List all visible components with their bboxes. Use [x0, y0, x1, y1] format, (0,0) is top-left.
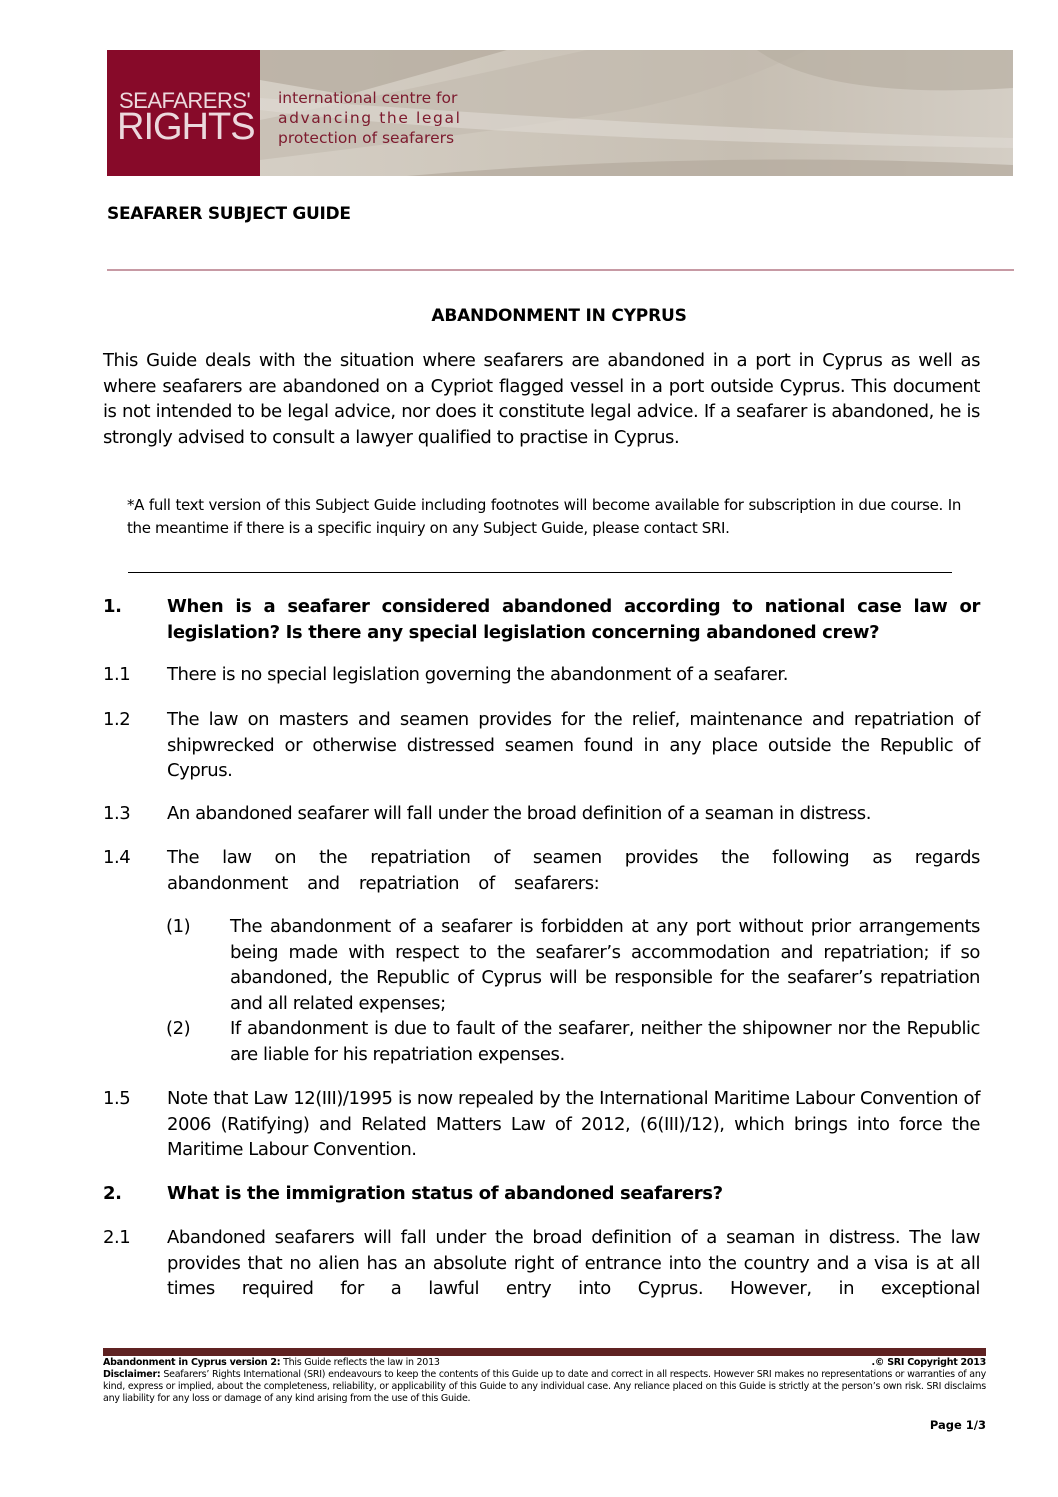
version-label: Abandonment in Cyprus version 2: — [103, 1357, 281, 1368]
section-heading-text: When is a seafarer considered abandoned according to national case law or legislation? Is there any special legislation concerning abandoned crew? — [167, 596, 980, 643]
item-number: 1.1 — [103, 664, 131, 685]
tagline — [278, 88, 462, 148]
section-divider — [128, 572, 952, 573]
sub-item-text: If abandonment is due to fault of the seafarer, neither the shipowner nor the Republic are liable for his repatriation expenses. — [230, 1018, 980, 1065]
page-number: Page 1/3 — [929, 1418, 986, 1432]
item-text: Note that Law 12(III)/1995 is now repealed by the International Maritime Labour Convention of 2006 (Ratifying) and Related Matters Law of 2012, (6(III)/12), which brings into force the Maritime Labour Convention. — [167, 1088, 980, 1160]
header-banner — [107, 50, 1013, 176]
sub-item-number: (1) — [166, 916, 191, 937]
list-item — [103, 1225, 980, 1302]
section-heading — [103, 1181, 980, 1207]
intro-paragraph: This Guide deals with the situation where seafarers are abandoned in a port in Cyprus as well as where seafarers are abandoned on a Cypriot flagged vessel in a port outside Cyprus. This document is not intended to be legal advice, nor does it constitute legal advice. If a seafarer is abandoned, he is strongly advised to consult a lawyer qualified to practise in Cyprus. — [103, 350, 980, 448]
item-text: The law on masters and seamen provides for the relief, maintenance and repatriation of shipwrecked or otherwise distressed seamen found in any place outside the Republic of Cyprus. — [167, 709, 980, 781]
item-number: 1.2 — [103, 709, 131, 730]
subscription-note: *A full text version of this Subject Guide including footnotes will become available for subscription in due course. In the meantime if there is a specific inquiry on any Subject Guide, please contact SRI. — [127, 496, 961, 537]
tagline-line: protection of seafarers — [278, 129, 455, 147]
header-divider — [107, 269, 1014, 271]
page-title: ABANDONMENT IN CYPRUS — [431, 306, 687, 326]
seafarers-rights-logo — [107, 50, 260, 176]
disclaimer — [103, 1369, 986, 1405]
item-number: 1.3 — [103, 803, 131, 824]
logo-line-2: RIGHTS — [117, 106, 255, 148]
item-text: An abandoned seafarer will fall under the broad definition of a seaman in distress. — [167, 803, 871, 824]
version-line — [103, 1357, 440, 1369]
section-number: 2. — [103, 1183, 122, 1204]
item-text: The law on the repatriation of seamen provides the following as regards abandonment and repatriation of seafarers: — [167, 847, 980, 894]
copyright: .© SRI Copyright 2013 — [871, 1357, 986, 1368]
list-item — [103, 1086, 980, 1163]
version-text: This Guide reflects the law in 2013 — [280, 1357, 440, 1368]
item-number: 2.1 — [103, 1227, 131, 1248]
list-item — [103, 801, 980, 827]
list-item — [103, 662, 980, 688]
guide-label: SEAFARER SUBJECT GUIDE — [107, 204, 351, 224]
item-text: Abandoned seafarers will fall under the broad definition of a seaman in distress. The law provides that no alien has an absolute right of entrance into the country and a visa is at all times required for a lawful entry into Cyprus. However, in exceptional — [167, 1227, 980, 1299]
disclaimer-label: Disclaimer: — [103, 1369, 161, 1380]
item-number: 1.4 — [103, 847, 131, 868]
tagline-line: advancing the legal — [278, 109, 462, 127]
footer-divider — [103, 1348, 986, 1356]
logo-line-1: SEAFARERS' — [119, 88, 251, 113]
section-heading — [103, 594, 980, 645]
sub-item — [166, 1016, 980, 1067]
section-number: 1. — [103, 596, 122, 617]
list-item — [103, 707, 980, 784]
tagline-line: international centre for — [278, 89, 458, 107]
disclaimer-text: Seafarers’ Rights International (SRI) endeavours to keep the contents of this Guide up to date and correct in all respects. However SRI makes no representations or warranties of any kind, express or implied, about the completeness, reliability, or applicability of this Guide to any individual case. Any reliance placed on this Guide is strictly at the person’s own risk. SRI disclaims any liability for any loss or damage of any kind arising from the use of this Guide. — [103, 1369, 986, 1404]
list-item — [103, 845, 980, 896]
sub-item-text: The abandonment of a seafarer is forbidden at any port without prior arrangements being made with respect to the seafarer’s accommodation and repatriation; if so abandoned, the Republic of Cyprus will be responsible for the seafarer’s repatriation and all related expenses; — [230, 916, 980, 1014]
sub-item-number: (2) — [166, 1018, 191, 1039]
item-number: 1.5 — [103, 1088, 131, 1109]
item-text: There is no special legislation governing the abandonment of a seafarer. — [167, 664, 788, 685]
sub-item — [166, 914, 980, 1016]
section-heading-text: What is the immigration status of abandoned seafarers? — [167, 1183, 723, 1204]
